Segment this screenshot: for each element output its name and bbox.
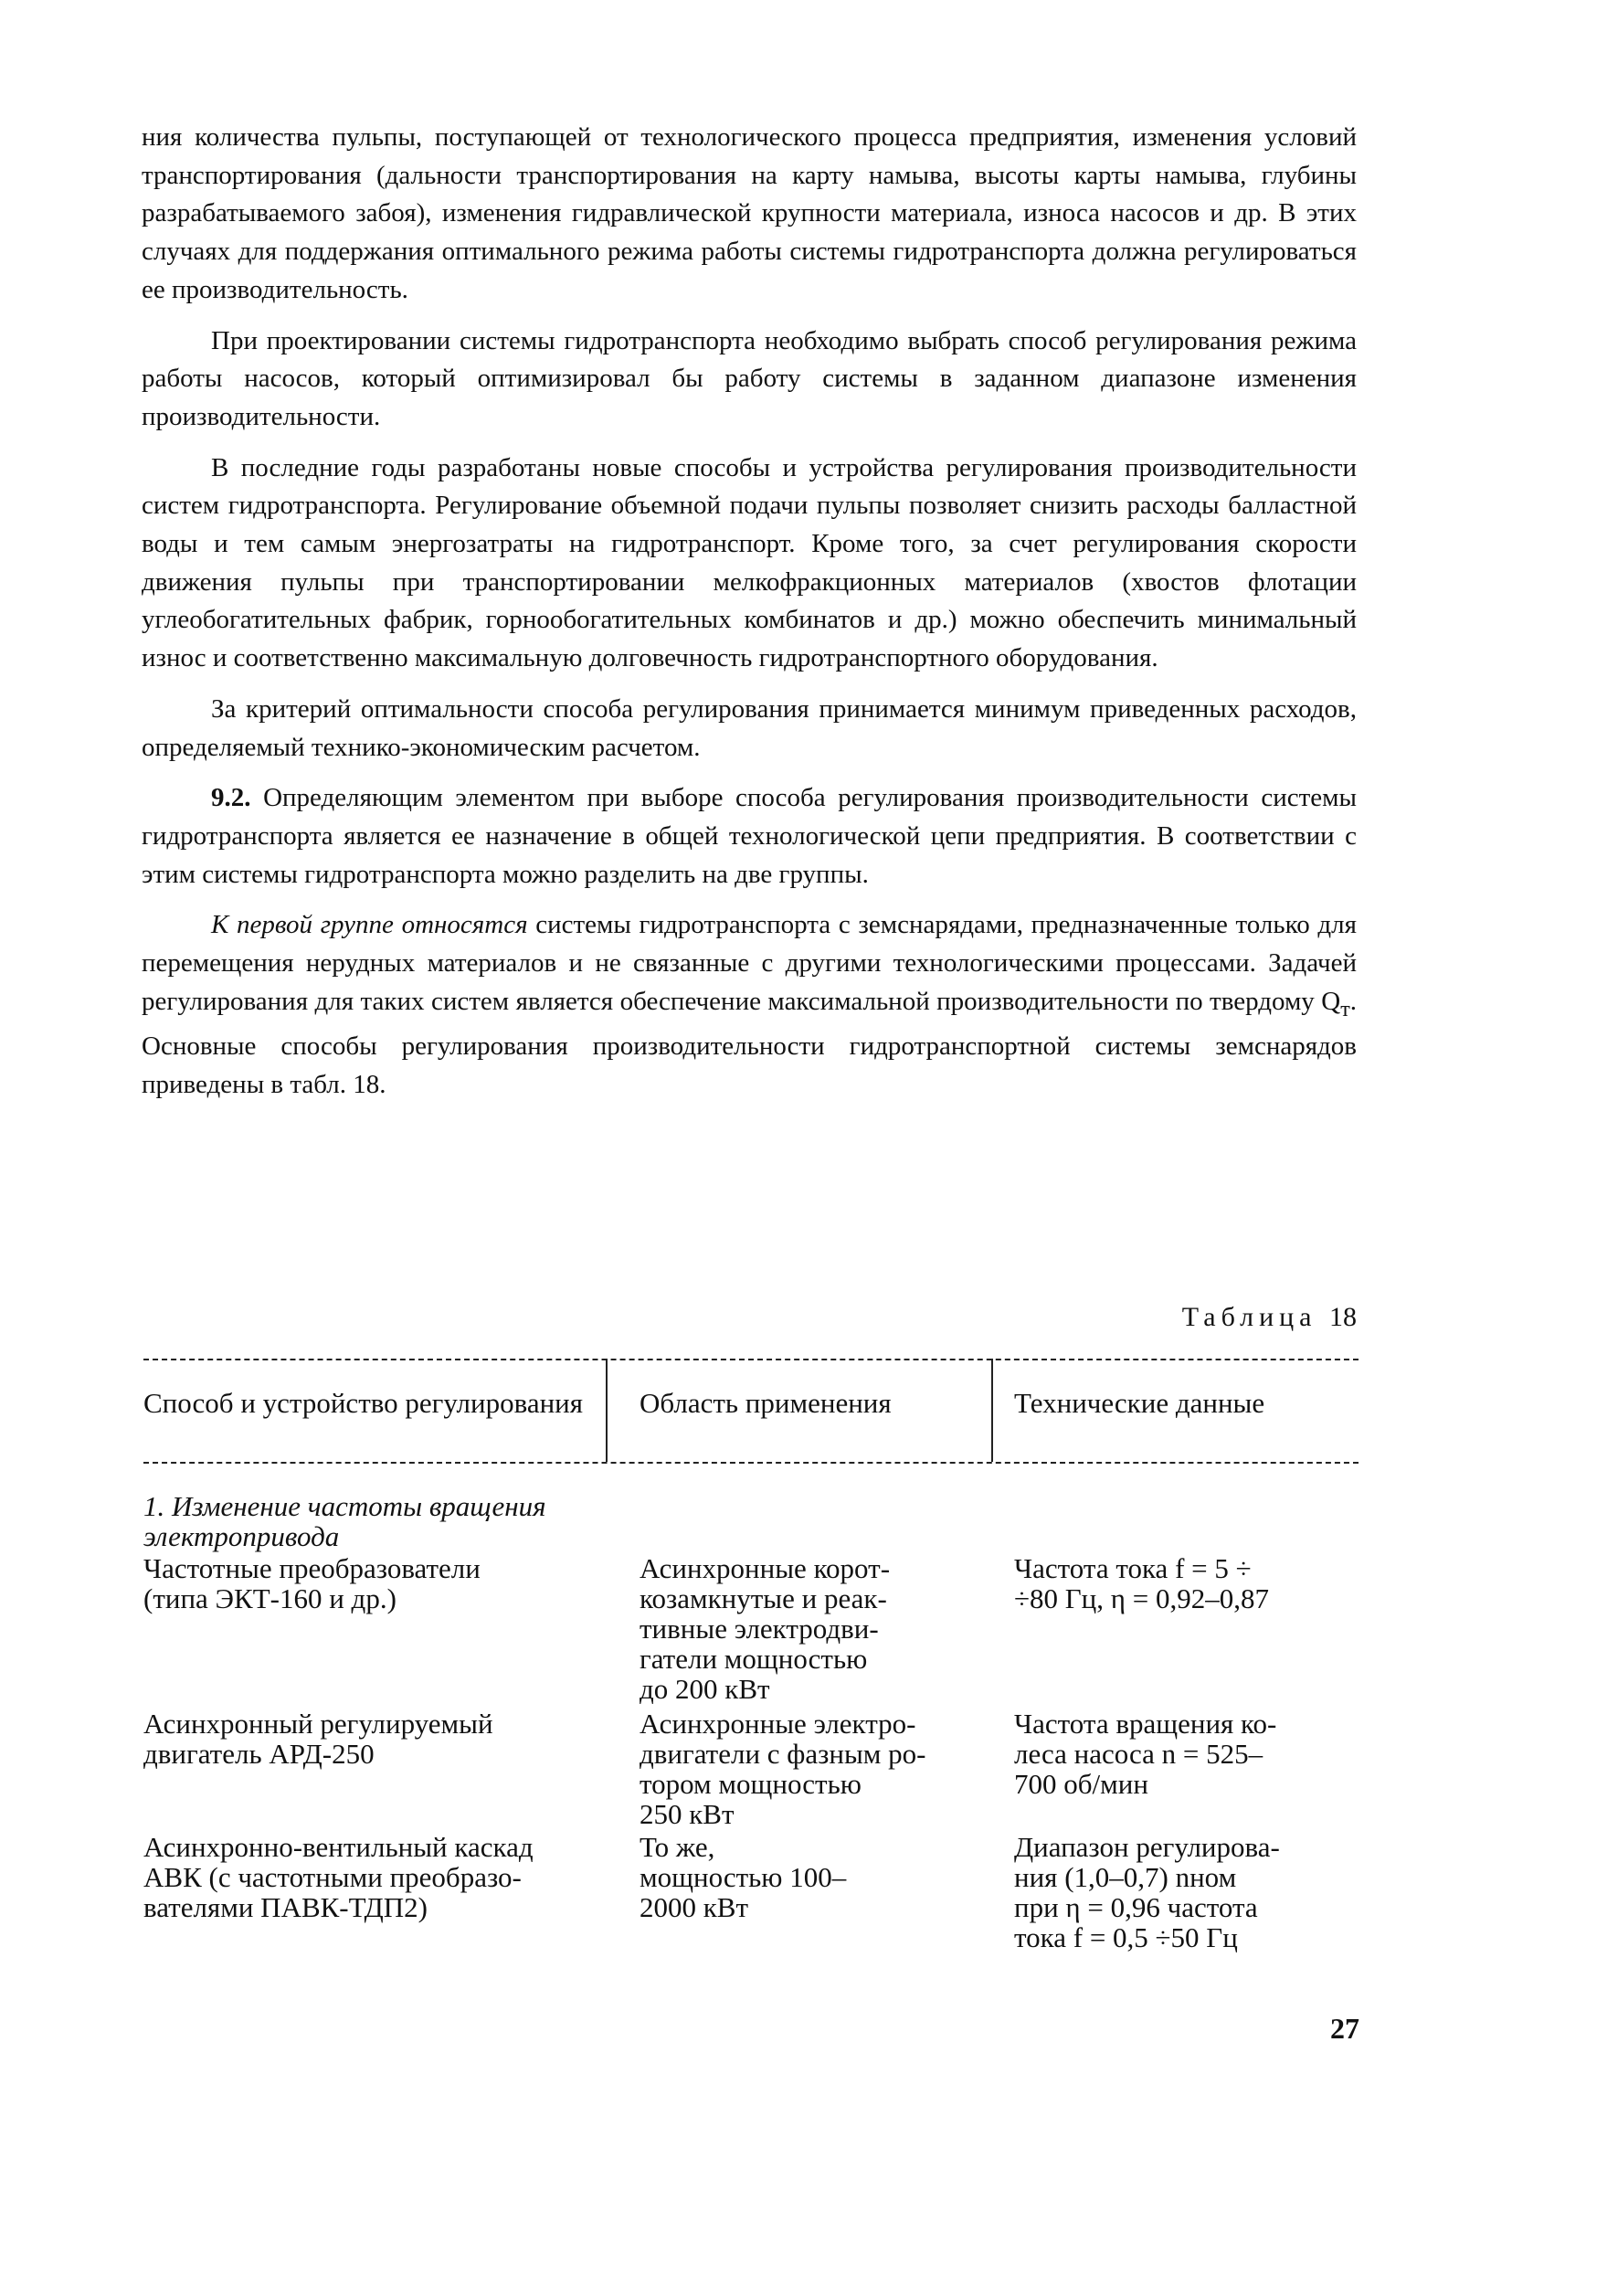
row-3-method: Асинхронно-вентильный каскад АВК (с частотными преобразо- вателями ПАВК-ТДП2) (143, 1831, 534, 1923)
paragraph-9-2 (142, 779, 1357, 894)
paragraph-first-group-end: . Основные способы регулирования производительности гидротранспортной системы земснарядов приведены в табл. 18. (142, 986, 1357, 1099)
row-2-tech: Частота вращения ко- леса насоса n = 525– 700 об/мин (1014, 1708, 1277, 1800)
table-top-rule (143, 1359, 1359, 1360)
paragraph-first-group-lead: К первой группе относятся (211, 910, 528, 940)
row-2-area: Асинхронные электро- двигатели с фазным ро- тором мощностью 250 кВт (640, 1708, 926, 1830)
table-caption (1005, 1302, 1357, 1333)
header-tech: Технические данные (1014, 1387, 1265, 1419)
table-divider-1 (606, 1359, 608, 1462)
page-number: 27 (1330, 2012, 1359, 2045)
row-1-method: Частотные преобразователи (типа ЭКТ-160 и др.) (143, 1552, 481, 1614)
row-2-method: Асинхронный регулируемый двигатель АРД-250 (143, 1708, 493, 1770)
row-3-area: То же, мощностью 100– 2000 кВт (640, 1831, 847, 1923)
paragraph-first-group (142, 906, 1357, 1104)
header-area: Область применения (640, 1387, 892, 1419)
section-number: 9.2. (211, 783, 251, 813)
row-1-area: Асинхронные корот- козамкнутые и реак- тивные электродви- гатели мощностью до 200 кВт (640, 1552, 891, 1705)
paragraph-new-methods: В последние годы разработаны новые способы и устройства регулирования производительности систем гидротранспорта. Регулирование объемной подачи пульпы позволяет снизить расходы балластной воды и тем самым энергозатраты на гидротранспорт. Кроме того, за счет регулирования скорости движения пульпы при транспортировании мелкофракционных материалов (хвостов флотации углеобогатительных фабрик, горнообогатительных комбинатов и др.) можно обеспечить минимальный износ и соответственно максимальную долговечность гидротранспортного оборудования. (142, 452, 1357, 673)
row-3-tech: Диапазон регулирова- ния (1,0–0,7) nном при η = 0,96 частота тока f = 0,5 ÷50 Гц (1014, 1831, 1280, 1953)
table-caption-word: Таблица (1181, 1302, 1317, 1332)
subscript-t: т (1340, 996, 1350, 1021)
row-1-tech: Частота тока f = 5 ÷ ÷80 Гц, η = 0,92–0,87 (1014, 1552, 1269, 1614)
table-section-title: 1. Изменение частоты вращения электропривода (143, 1490, 546, 1552)
paragraph-continuation: ния количества пульпы, поступающей от технологического процесса предприятия, изменения условий транспортирования (дальности транспортирования на карту намыва, высоты карты намыва, глубины разрабатываемого забоя), изменения гидравлической крупности материала, износа насосов и др. В этих случаях для поддержания оптимального режима работы системы гидротранспорта должна регулироваться ее производительность. (142, 122, 1357, 304)
table-header-rule (143, 1462, 1359, 1464)
header-method: Способ и устройство регулирования (143, 1387, 584, 1419)
paragraph-first-group-text: системы гидротранспорта с земснарядами, предназначенные только для перемещения нерудных материалов и не связанные с другими технологическими процессами. Задачей регулирования для таких систем является обеспечение максимальной производительности по твердому Q (142, 910, 1357, 1016)
table-divider-2 (991, 1359, 993, 1462)
body-text (142, 119, 1357, 1117)
paragraph-criterion: За критерий оптимальности способа регулирования принимается минимум приведенных расходов, определяемый технико-экономическим расчетом. (142, 693, 1357, 762)
table-caption-number: 18 (1329, 1302, 1357, 1332)
paragraph-design: При проектировании системы гидротранспорта необходимо выбрать способ регулирования режима работы насосов, который оптимизировал бы работу системы в заданном диапазоне изменения производительности. (142, 325, 1357, 431)
paragraph-9-2-text: Определяющим элементом при выборе способа регулирования производительности системы гидротранспорта является ее назначение в общей технологической цепи предприятия. В соответствии с этим системы гидротранспорта можно разделить на две группы. (142, 783, 1357, 889)
